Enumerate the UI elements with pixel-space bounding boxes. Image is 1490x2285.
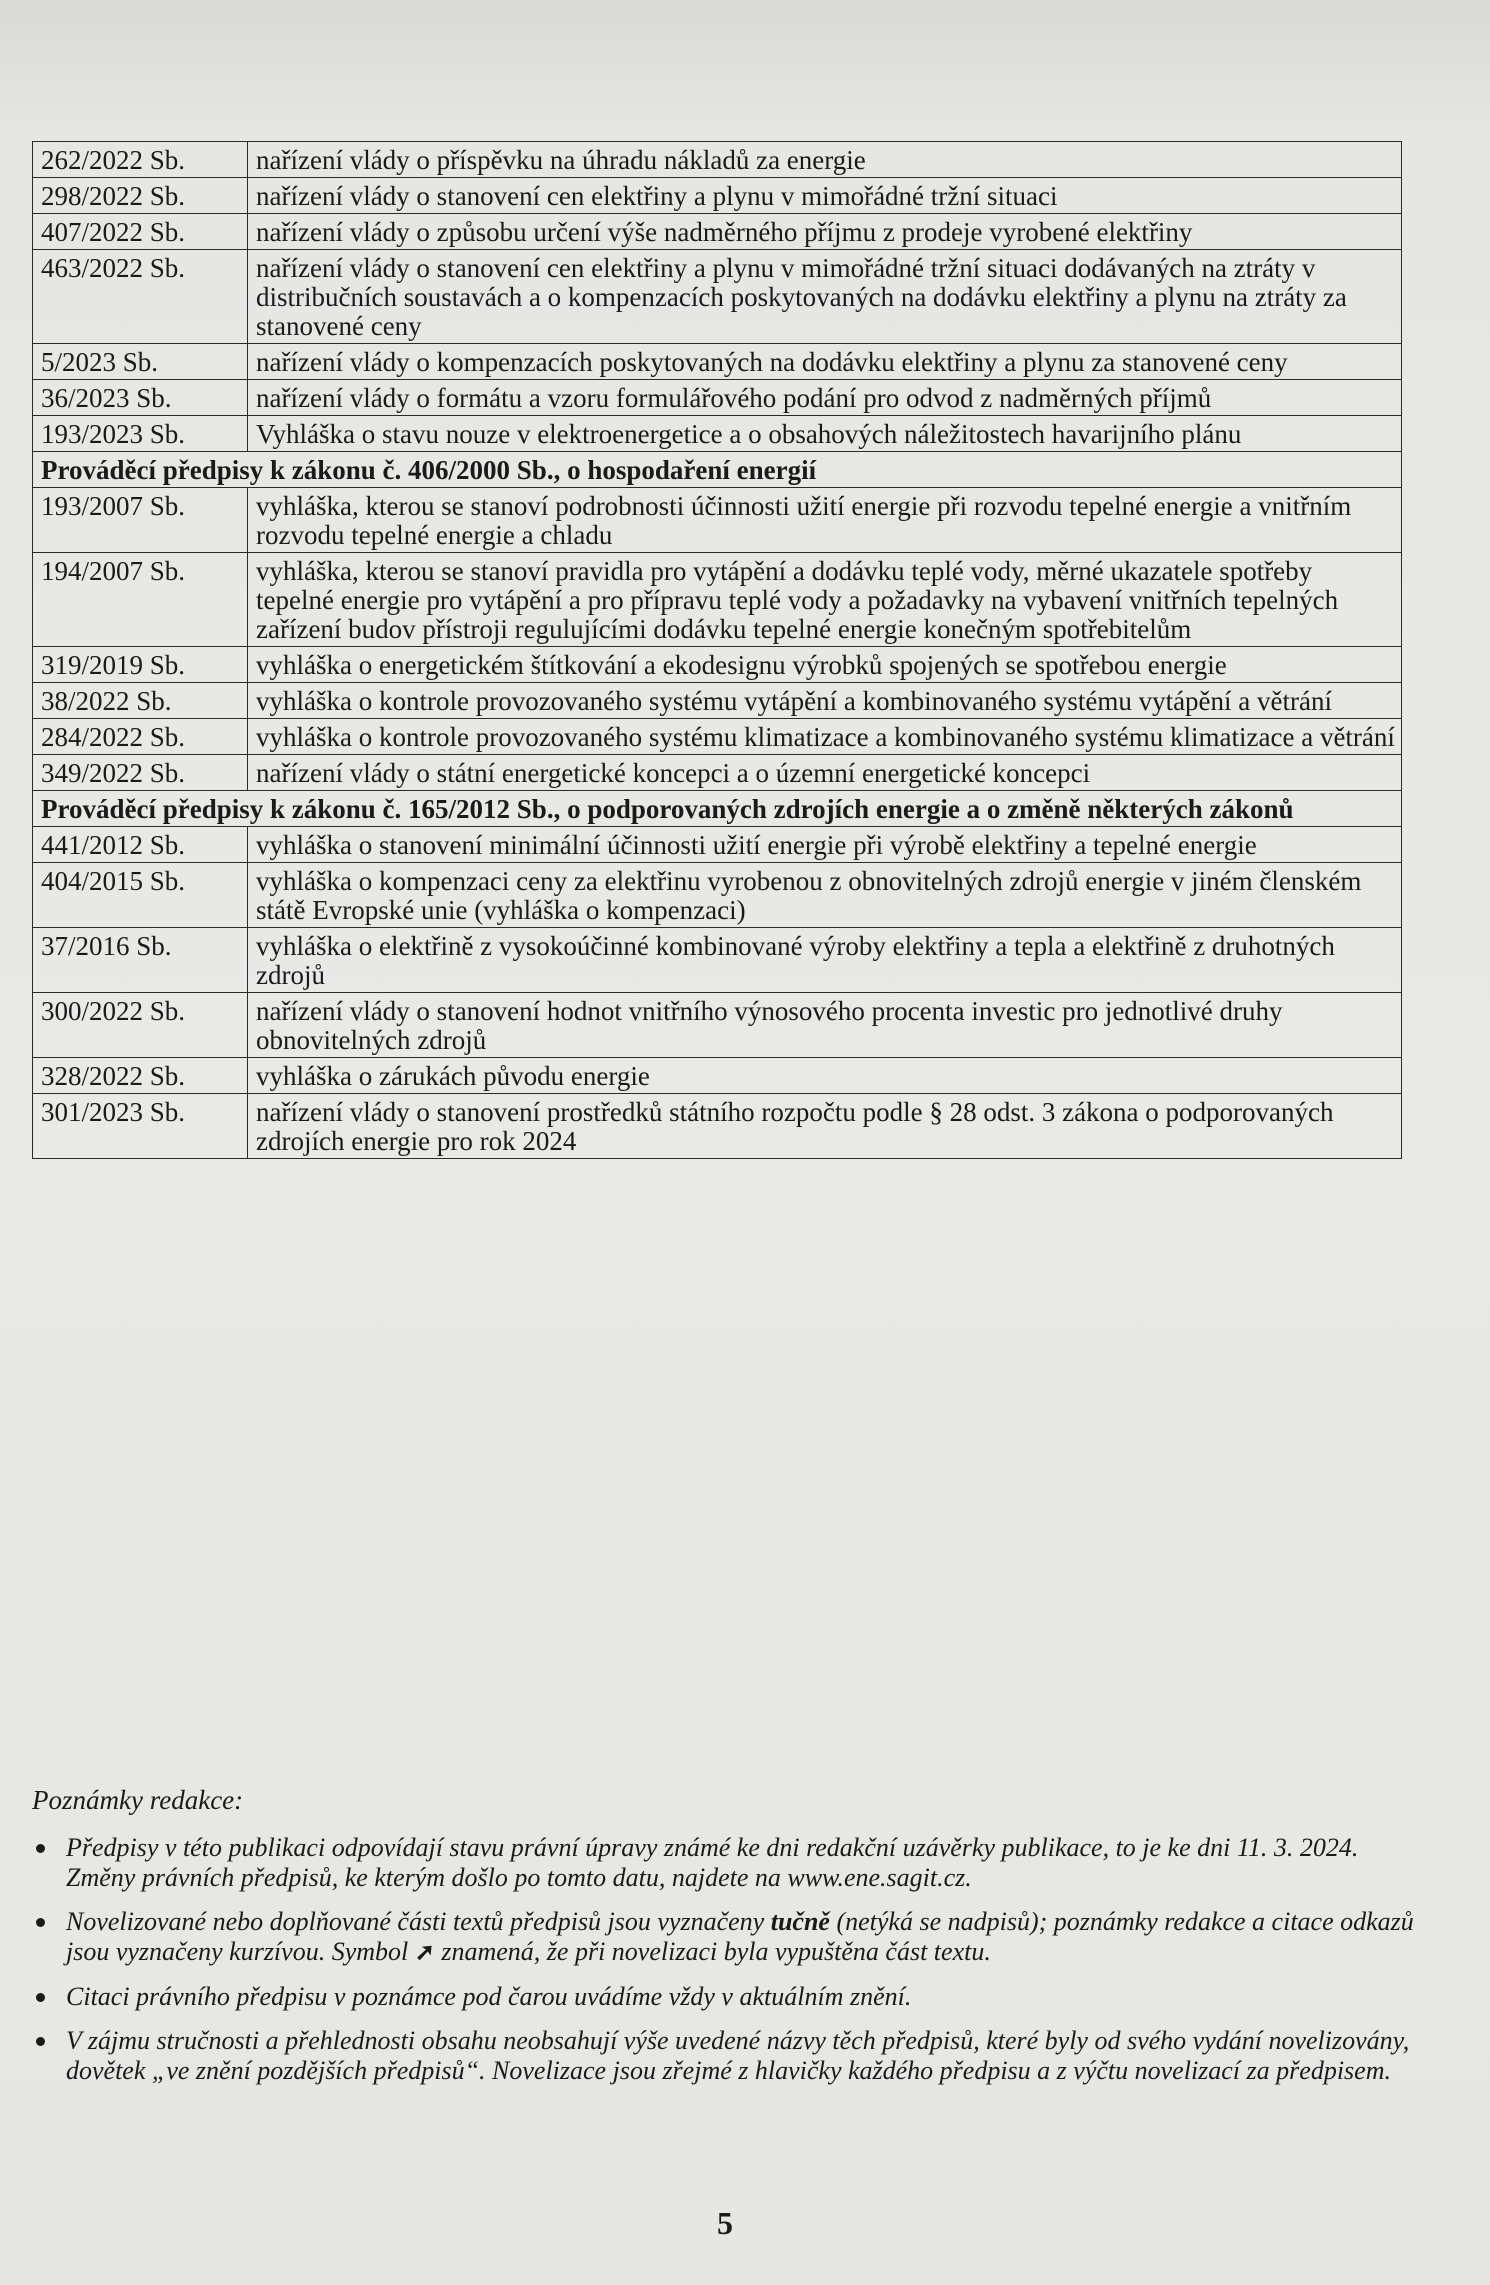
note-item: [32, 1907, 1422, 1968]
bullet-icon: [36, 1993, 45, 2002]
regulation-title: nařízení vlády o stanovení prostředků státního rozpočtu podle § 28 odst. 3 zákona o podporovaných zdrojích energie pro rok 2024: [248, 1094, 1402, 1159]
note-text: Předpisy v této publikaci odpovídají stavu právní úpravy známé ke dni redakční uzávěrky publikace, to je ke dni 11. 3. 2024. Změny právních předpisů, ke kterým došlo po tomto datu, najdete na www.ene.sagit.cz.: [66, 1833, 1359, 1892]
note-text: Citaci právního předpisu v poznámce pod čarou uvádíme vždy v aktuálním znění.: [66, 1982, 912, 2011]
table-row: [33, 416, 1402, 452]
table-row: [33, 755, 1402, 791]
note-item: [32, 2026, 1422, 2086]
regulation-number: 407/2022 Sb.: [33, 214, 248, 250]
section-header-row: [33, 452, 1402, 488]
regulation-title: nařízení vlády o státní energetické koncepci a o územní energetické koncepci: [248, 755, 1402, 791]
regulation-number: 319/2019 Sb.: [33, 647, 248, 683]
table-row: [33, 344, 1402, 380]
regulation-title: vyhláška, kterou se stanoví pravidla pro vytápění a dodávku teplé vody, měrné ukazatele spotřeby tepelné energie pro vytápění a pro přípravu teplé vody a požadavky na vybavení vnitřních tepelných zařízení budov přístroji regulujícími dodávku tepelné energie konečným spotřebitelům: [248, 553, 1402, 647]
removed-text-arrow-icon: ➚: [414, 1940, 435, 1966]
section-heading: Prováděcí předpisy k zákonu č. 165/2012 Sb., o podporovaných zdrojích energie a o změně některých zákonů: [33, 791, 1402, 827]
regulation-title: vyhláška, kterou se stanoví podrobnosti účinnosti užití energie při rozvodu tepelné energie a vnitřním rozvodu tepelné energie a chladu: [248, 488, 1402, 553]
note-item: [32, 1982, 1422, 2012]
regulation-title: nařízení vlády o stanovení cen elektřiny a plynu v mimořádné tržní situaci dodávaných na ztráty v distribučních soustavách a o kompenzacích poskytovaných na dodávku elektřiny a plynu na ztráty za stanovené ceny: [248, 250, 1402, 344]
regulation-number: 262/2022 Sb.: [33, 142, 248, 178]
table-row: [33, 380, 1402, 416]
section-header-row: [33, 791, 1402, 827]
regulation-number: 284/2022 Sb.: [33, 719, 248, 755]
table-row: [33, 1094, 1402, 1159]
table-row: [33, 250, 1402, 344]
regulations-table: [32, 141, 1402, 1159]
table-row: [33, 488, 1402, 553]
regulation-number: 404/2015 Sb.: [33, 863, 248, 928]
regulation-number: 193/2007 Sb.: [33, 488, 248, 553]
regulation-title: Vyhláška o stavu nouze v elektroenergetice a o obsahových náležitostech havarijního plánu: [248, 416, 1402, 452]
table-row: [33, 863, 1402, 928]
regulation-title: vyhláška o kontrole provozovaného systému klimatizace a kombinovaného systému klimatizace a větrání: [248, 719, 1402, 755]
regulation-number: 298/2022 Sb.: [33, 178, 248, 214]
regulation-title: vyhláška o stanovení minimální účinnosti užití energie při výrobě elektřiny a tepelné energie: [248, 827, 1402, 863]
bullet-icon: [36, 1918, 45, 1927]
regulation-number: 38/2022 Sb.: [33, 683, 248, 719]
regulation-title: nařízení vlády o stanovení cen elektřiny a plynu v mimořádné tržní situaci: [248, 178, 1402, 214]
regulation-title: nařízení vlády o příspěvku na úhradu nákladů za energie: [248, 142, 1402, 178]
note-bold-text: tučně: [770, 1907, 830, 1936]
table-row: [33, 142, 1402, 178]
regulation-title: vyhláška o kontrole provozovaného systému vytápění a kombinovaného systému vytápění a větrání: [248, 683, 1402, 719]
regulation-title: nařízení vlády o stanovení hodnot vnitřního výnosového procenta investic pro jednotlivé druhy obnovitelných zdrojů: [248, 993, 1402, 1058]
table-row: [33, 553, 1402, 647]
note-text: Novelizované nebo doplňované části textů předpisů jsou vyznačeny: [66, 1907, 771, 1936]
bullet-icon: [36, 1844, 45, 1853]
table-row: [33, 214, 1402, 250]
editorial-notes: [32, 1785, 1422, 2100]
regulation-title: vyhláška o kompenzaci ceny za elektřinu vyrobenou z obnovitelných zdrojů energie v jiném členském státě Evropské unie (vyhláška o kompenzaci): [248, 863, 1402, 928]
regulations-table-body: [33, 142, 1402, 1159]
regulation-number: 463/2022 Sb.: [33, 250, 248, 344]
regulation-number: 441/2012 Sb.: [33, 827, 248, 863]
note-text: znamená, že při novelizaci byla vypuštěna část textu.: [434, 1937, 991, 1966]
regulation-number: 36/2023 Sb.: [33, 380, 248, 416]
regulation-title: nařízení vlády o způsobu určení výše nadměrného příjmu z prodeje vyrobené elektřiny: [248, 214, 1402, 250]
regulation-number: 193/2023 Sb.: [33, 416, 248, 452]
regulation-title: nařízení vlády o formátu a vzoru formulářového podání pro odvod z nadměrných příjmů: [248, 380, 1402, 416]
section-heading: Prováděcí předpisy k zákonu č. 406/2000 Sb., o hospodaření energií: [33, 452, 1402, 488]
regulation-number: 301/2023 Sb.: [33, 1094, 248, 1159]
note-text: V zájmu stručnosti a přehlednosti obsahu neobsahují výše uvedené názvy těch předpisů, které byly od svého vydání novelizovány, dovětek „ve znění pozdějších předpisů“. Novelizace jsou zřejmé z hlavičky každého předpisu a z výčtu novelizací za předpisem.: [66, 2026, 1410, 2085]
page-number: 5: [717, 2205, 733, 2241]
notes-list: [32, 1833, 1422, 2086]
regulation-title: vyhláška o elektřině z vysokoúčinné kombinované výroby elektřiny a tepla a elektřině z druhotných zdrojů: [248, 928, 1402, 993]
regulation-number: 328/2022 Sb.: [33, 1058, 248, 1094]
table-row: [33, 719, 1402, 755]
regulation-number: 300/2022 Sb.: [33, 993, 248, 1058]
regulation-title: nařízení vlády o kompenzacích poskytovaných na dodávku elektřiny a plynu za stanovené ceny: [248, 344, 1402, 380]
notes-title: Poznámky redakce:: [32, 1785, 244, 1815]
regulation-number: 194/2007 Sb.: [33, 553, 248, 647]
table-row: [33, 827, 1402, 863]
regulation-title: vyhláška o zárukách původu energie: [248, 1058, 1402, 1094]
table-row: [33, 683, 1402, 719]
table-row: [33, 993, 1402, 1058]
note-text: (netýká se nadpisů); poznámky redakce a citace odkazů jsou vyznačeny kurzívou. Symbol: [66, 1907, 1414, 1966]
regulation-number: 349/2022 Sb.: [33, 755, 248, 791]
regulation-number: 37/2016 Sb.: [33, 928, 248, 993]
regulation-number: 5/2023 Sb.: [33, 344, 248, 380]
table-row: [33, 647, 1402, 683]
table-row: [33, 178, 1402, 214]
note-item: [32, 1833, 1422, 1893]
bullet-icon: [36, 2037, 45, 2046]
table-row: [33, 928, 1402, 993]
regulation-title: vyhláška o energetickém štítkování a ekodesignu výrobků spojených se spotřebou energie: [248, 647, 1402, 683]
table-row: [33, 1058, 1402, 1094]
